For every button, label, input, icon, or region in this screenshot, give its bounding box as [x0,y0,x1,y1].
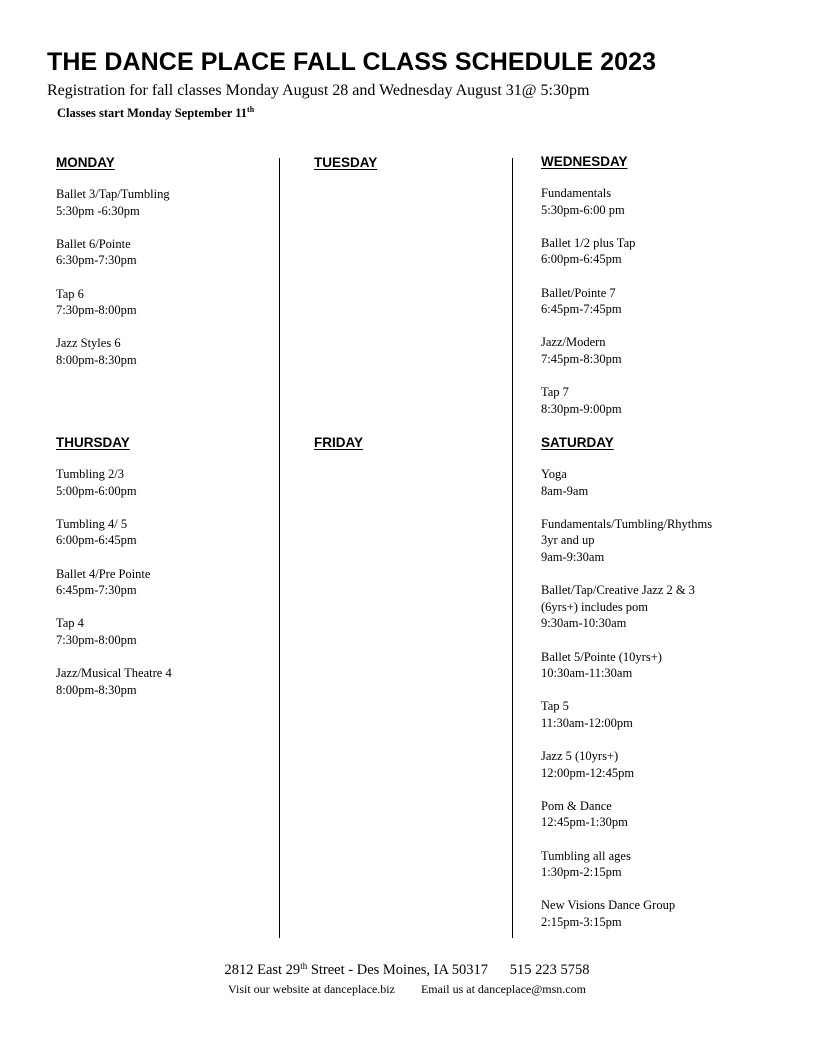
class-entry [56,466,172,499]
class-entry [541,897,712,930]
class-name: Tap 4 [56,616,84,631]
class-entry [56,566,172,599]
class-list-monday [56,186,170,369]
footer-website: Visit our website at danceplace.biz [228,982,395,996]
class-name: Fundamentals/Tumbling/Rhythms [541,516,713,531]
day-wednesday [541,153,635,434]
class-detail: (6yrs+) includes pom [541,599,649,614]
column-divider-right [512,158,513,938]
class-time: 7:45pm-8:30pm [541,351,622,366]
class-time: 8:00pm-8:30pm [56,682,137,697]
class-name: New Visions Dance Group [541,898,676,913]
class-name: Jazz/Musical Theatre 4 [56,666,172,681]
class-entry [541,798,712,831]
class-name: Tumbling 4/ 5 [56,516,128,531]
class-list-saturday [541,466,712,931]
class-name: Tumbling all ages [541,848,631,863]
class-name: Jazz 5 (10yrs+) [541,749,619,764]
class-time: 1:30pm-2:15pm [541,865,622,880]
class-name: Jazz/Modern [541,335,606,350]
class-time: 10:30am-11:30am [541,666,633,681]
address-city: Street - Des Moines, IA 50317 [307,962,489,978]
day-heading-tuesday: TUESDAY [314,155,378,170]
class-entry [56,516,172,549]
class-time: 8:00pm-8:30pm [56,352,137,367]
class-entry [541,582,712,632]
class-name: Yoga [541,467,567,481]
footer-address [0,962,814,979]
class-name: Tap 7 [541,385,569,400]
class-name: Tumbling 2/3 [56,467,124,481]
class-time: 7:30pm-8:00pm [56,303,137,318]
class-entry [56,615,172,648]
class-name: Tap 6 [56,286,84,301]
class-list-wednesday [541,185,635,417]
day-saturday [541,434,712,947]
class-list-thursday [56,466,172,698]
class-entry [541,285,635,318]
class-time: 8am-9am [541,483,589,498]
class-name: Ballet 6/Pointe [56,236,131,251]
class-name: Ballet 5/Pointe (10yrs+) [541,649,662,664]
class-name: Tap 5 [541,699,569,714]
class-name: Pom & Dance [541,798,612,813]
class-time: 7:30pm-8:00pm [56,632,137,647]
address-street-number: 2812 East 29 [224,962,301,978]
class-name: Ballet 1/2 plus Tap [541,235,636,250]
class-entry [56,335,170,368]
class-detail: 3yr and up [541,533,595,548]
classes-start-text: Classes start Monday September 11 [57,106,248,120]
day-heading-thursday: THURSDAY [56,435,130,450]
class-time: 2:15pm-3:15pm [541,915,622,930]
class-time: 5:00pm-6:00pm [56,483,137,498]
class-entry [541,698,712,731]
registration-info: Registration for fall classes Monday August 28 and Wednesday August 31@ 5:30pm [47,82,590,99]
class-time: 8:30pm-9:00pm [541,401,622,416]
day-heading-saturday: SATURDAY [541,435,614,450]
classes-start-info [57,106,254,121]
footer-email: Email us at danceplace@msn.com [420,982,586,996]
class-entry [541,334,635,367]
class-time: 12:00pm-12:45pm [541,765,635,780]
class-name: Ballet 4/Pre Pointe [56,566,151,581]
day-monday [56,154,170,385]
day-heading-wednesday: WEDNESDAY [541,154,628,169]
class-entry [541,748,712,781]
class-entry [541,848,712,881]
day-thursday [56,434,172,715]
class-time: 9am-9:30am [541,549,605,564]
class-entry [541,466,712,499]
class-time: 6:45pm-7:30pm [56,583,137,598]
class-time: 6:00pm-6:45pm [541,252,622,267]
class-entry [56,665,172,698]
class-time: 11:30am-12:00pm [541,715,633,730]
class-time: 5:30pm -6:30pm [56,203,140,218]
class-entry [56,286,170,319]
class-name: Ballet 3/Tap/Tumbling [56,187,170,201]
class-entry [56,186,170,219]
class-name: Ballet/Pointe 7 [541,285,616,300]
class-entry [541,649,712,682]
class-entry [541,185,635,218]
class-entry [56,236,170,269]
class-time: 5:30pm-6:00 pm [541,202,625,217]
classes-start-suffix: th [247,105,255,114]
class-time: 9:30am-10:30am [541,616,627,631]
class-time: 6:30pm-7:30pm [56,253,137,268]
day-heading-friday: FRIDAY [314,435,364,450]
footer-phone: 515 223 5758 [509,962,590,978]
column-divider-left [279,158,280,938]
class-entry [541,384,635,417]
class-time: 6:00pm-6:45pm [56,533,137,548]
class-name: Ballet/Tap/Creative Jazz 2 & 3 [541,583,695,598]
class-name: Fundamentals [541,186,612,200]
day-friday [314,434,363,466]
class-name: Jazz Styles 6 [56,336,121,351]
class-time: 12:45pm-1:30pm [541,815,628,830]
address-ordinal-suffix: th [300,961,308,971]
class-entry [541,235,635,268]
class-time: 6:45pm-7:45pm [541,302,622,317]
day-tuesday [314,154,377,186]
class-entry [541,516,712,566]
page-title: THE DANCE PLACE FALL CLASS SCHEDULE 2023 [47,48,657,76]
footer-contact [0,982,814,997]
day-heading-monday: MONDAY [56,155,115,170]
